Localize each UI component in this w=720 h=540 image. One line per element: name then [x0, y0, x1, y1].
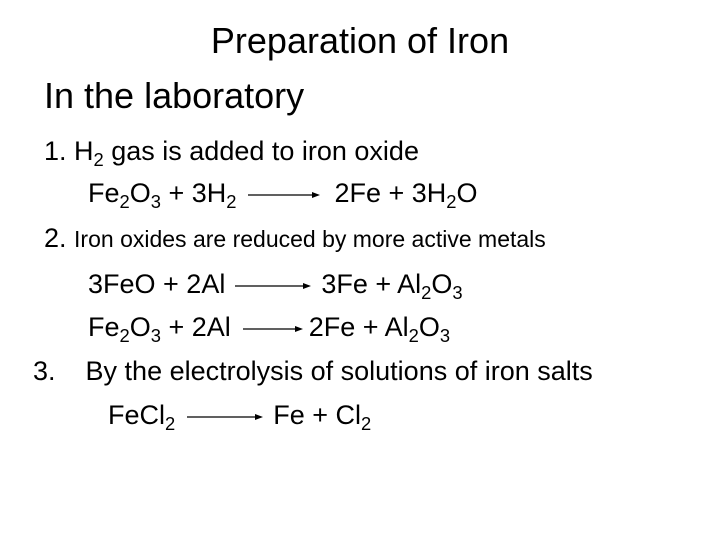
right-arrow-icon — [248, 190, 320, 200]
formula-subscript: 2 — [446, 190, 457, 212]
formula-subscript: 3 — [150, 190, 161, 212]
equation-4-products — [273, 400, 372, 434]
formula-subscript: 3 — [439, 324, 451, 346]
formula-subscript: 2 — [119, 190, 130, 212]
formula-subscript: 3 — [452, 281, 463, 303]
right-arrow-icon — [235, 281, 311, 291]
formula-text: 3Fe + Al — [321, 269, 422, 299]
formula-text: O — [431, 269, 453, 299]
formula-subscript: 2 — [361, 412, 372, 434]
step-1-text-a: 1. H — [44, 136, 94, 166]
formula-text: + 3H — [160, 178, 227, 208]
formula-subscript: 2 — [119, 324, 130, 346]
formula-text: 2Fe + 3H — [334, 178, 447, 208]
formula-text: 2Fe + Al — [308, 312, 409, 342]
step-3-description: By the electrolysis of solutions of iron salts — [85, 356, 593, 386]
formula-text: O — [129, 312, 151, 342]
slide-title: Preparation of Iron — [210, 20, 510, 61]
equation-2-products — [321, 269, 463, 303]
formula-text: + 2Al — [160, 312, 231, 342]
formula-subscript: 2 — [226, 190, 237, 212]
step-2-description: Iron oxides are reduced by more active metals — [74, 226, 546, 252]
slide-subtitle: In the laboratory — [44, 75, 305, 116]
formula-text: FeCl — [108, 400, 166, 430]
equation-4 — [108, 400, 372, 434]
formula-text: Fe — [88, 178, 120, 208]
step-2-text — [44, 225, 546, 252]
equation-3 — [88, 312, 451, 346]
equation-1-reactants — [88, 178, 237, 212]
step-1-text — [44, 136, 419, 170]
right-arrow-icon — [243, 324, 303, 334]
step-3-text — [33, 358, 593, 385]
formula-text: O — [129, 178, 151, 208]
step-1-subscript: 2 — [93, 148, 104, 170]
formula-subscript: 2 — [421, 281, 432, 303]
formula-text: Fe — [88, 312, 120, 342]
step-2-number: 2. — [44, 223, 67, 253]
equation-3-products — [308, 312, 451, 346]
formula-text: O — [456, 178, 478, 208]
formula-text: O — [418, 312, 440, 342]
equation-3-reactants — [88, 312, 231, 346]
formula-text: 3FeO + 2Al — [88, 269, 226, 299]
step-3-number: 3. — [33, 356, 56, 386]
formula-text: Fe + Cl — [273, 400, 362, 430]
equation-1 — [88, 178, 478, 212]
formula-subscript: 2 — [165, 412, 176, 434]
formula-subscript: 2 — [408, 324, 419, 346]
formula-subscript: 3 — [150, 324, 161, 346]
equation-4-reactants — [108, 400, 176, 434]
equation-2-reactants — [88, 269, 225, 299]
step-1-text-b: gas is added to iron oxide — [103, 136, 419, 166]
right-arrow-icon — [187, 412, 263, 422]
equation-2 — [88, 269, 463, 303]
equation-1-products — [334, 178, 478, 212]
